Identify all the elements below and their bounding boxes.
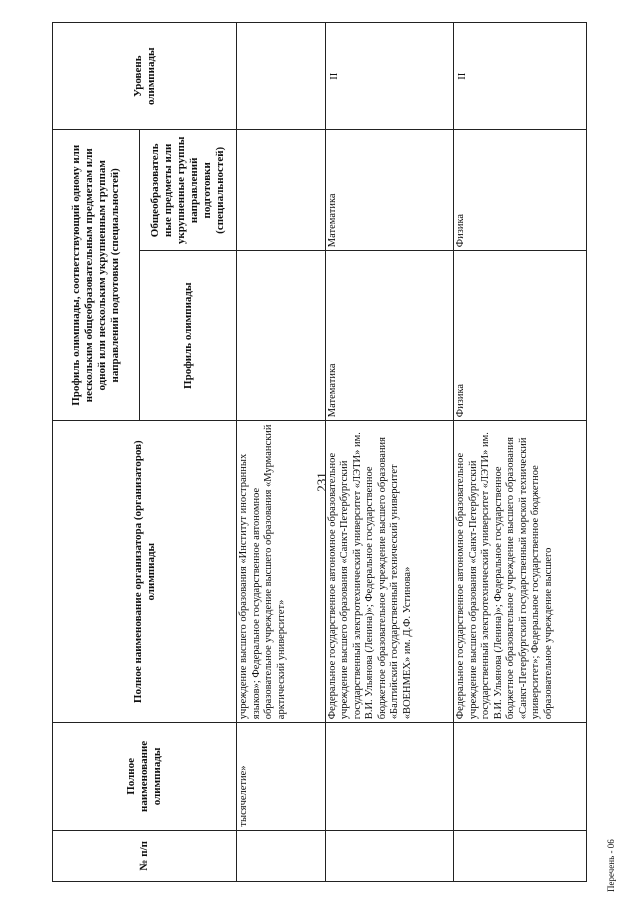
cell-profile: Физика	[454, 251, 587, 421]
cell-organizer: учреждение высшего образования «Институт иностранных языков»; Федеральное государственное автономное образовательное учреждение высшего образования «Мурманский арктический университет»	[237, 421, 325, 723]
header-level: Уровень олимпиады	[53, 23, 237, 130]
header-organizer: Полное наименование организатора (организаторов) олимпиады	[53, 421, 237, 723]
rotated-table-sheet	[52, 22, 587, 882]
header-name: Полное наименование олимпиады	[53, 723, 237, 830]
page-number: 231	[314, 472, 329, 492]
cell-organizer: Федеральное государственное автономное образовательное учреждение высшего образования «Санкт-Петербургский государственный электротехнический университет «ЛЭТИ» им. В.И. Ульянова (Ленина)»; Федеральное государственное бюджетное образовательное учреждение высшего образования «Балтийский государственный технический университет «ВОЕНМЕХ» им. Д.Ф. Устинова»	[325, 421, 454, 723]
table-row	[454, 23, 587, 882]
header-num: № п/п	[53, 830, 237, 881]
footer-note: Перечень - 06	[606, 839, 616, 892]
header-profile-group: Профиль олимпиады, соответствующий одному или нескольким общеобразовательным предметам или одной или нескольким укрупненным группам направлений подготовки (специальностей)	[53, 130, 140, 421]
cell-subjects	[237, 130, 325, 251]
cell-num	[237, 830, 325, 881]
cell-subjects: Математика	[325, 130, 454, 251]
cell-name: тысячелетие»	[237, 723, 325, 830]
cell-profile	[237, 251, 325, 421]
cell-name	[325, 723, 454, 830]
header-profile: Профиль олимпиады	[140, 251, 237, 421]
cell-level: II	[454, 23, 587, 130]
cell-profile: Математика	[325, 251, 454, 421]
olympiad-table	[52, 22, 587, 882]
table-row	[325, 23, 454, 882]
cell-num	[454, 830, 587, 881]
cell-name	[454, 723, 587, 830]
cell-subjects: Физика	[454, 130, 587, 251]
cell-organizer: Федеральное государственное автономное образовательное учреждение высшего образования «Санкт-Петербургский государственный электротехнический университет «ЛЭТИ» им. В.И. Ульянова (Ленина)»; Федеральное государственное бюджетное образовательное учреждение высшего образования «Санкт-Петербургский государственный морской технический университет»; Федеральное государственное бюджетное образовательное учреждение высшего	[454, 421, 587, 723]
table-row	[237, 23, 325, 882]
header-subjects: Общеобразователь ные предметы или укрупненные группы направлений подготовки (специальностей)	[140, 130, 237, 251]
cell-num	[325, 830, 454, 881]
cell-level: II	[325, 23, 454, 130]
cell-level	[237, 23, 325, 130]
